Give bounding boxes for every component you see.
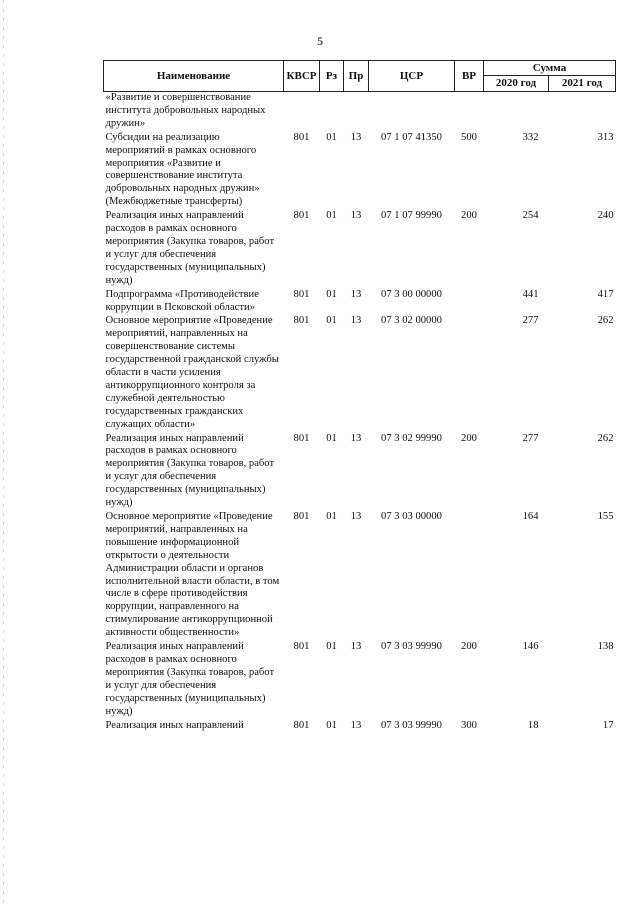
row-kvsr: 801 <box>293 315 310 327</box>
row-pr: 13 <box>350 432 362 444</box>
row-csr: 07 3 03 99990 <box>381 641 442 653</box>
row-vr: 200 <box>461 432 477 444</box>
row-vr: 500 <box>461 131 477 143</box>
row-csr: 07 3 00 00000 <box>381 288 442 300</box>
row-rz: 01 <box>326 432 337 444</box>
row-kvsr: 801 <box>293 719 310 731</box>
row-sum-2021: 313 <box>597 131 614 143</box>
row-name: Реализация иных направлений расходов в рамках основного мероприятия (Закупка товаров, работ и услуг для обеспечения государственных (муниципальных) нужд) <box>105 641 275 717</box>
row-name: Основное мероприятие «Проведение мероприятий, направленных на повышение информационной открытости о деятельности Администрации области и органов исполнительной власти области, в том числе в сфере противодействия коррупции, направленного на стимулирование антикоррупционной активности общественности» <box>105 511 280 639</box>
row-pr <box>344 92 369 132</box>
row-rz: 01 <box>326 131 337 143</box>
row-pr: 13 <box>350 131 362 143</box>
table-row <box>104 720 616 734</box>
row-sum-2021: 262 <box>597 315 614 327</box>
row-rz: 01 <box>326 511 337 522</box>
row-name: Реализация иных направлений <box>105 719 244 731</box>
table-header <box>104 61 616 92</box>
row-name: Реализация иных направлений расходов в рамках основного мероприятия (Закупка товаров, работ и услуг для обеспечения государственных (муниципальных) нужд) <box>105 432 275 509</box>
row-sum-2020: 332 <box>522 131 539 143</box>
row-sum-2021: 17 <box>602 719 614 731</box>
budget-table <box>103 60 616 733</box>
row-pr: 13 <box>350 315 362 327</box>
row-sum-2020: 441 <box>522 288 539 300</box>
row-sum-2020: 146 <box>522 641 539 653</box>
row-name: Субсидии на реализацию мероприятий в рамках основного мероприятия «Развитие и совершенствование института добровольных народных дружин» (Межбюджетные трансферты) <box>105 131 260 208</box>
row-sum-2021: 240 <box>597 210 614 222</box>
row-sum-2021: 417 <box>597 288 614 300</box>
header-2021: 2021 год <box>549 76 616 92</box>
row-sum-2020 <box>484 92 549 132</box>
header-sum: Сумма <box>484 61 616 76</box>
row-kvsr: 801 <box>293 210 310 222</box>
row-rz: 01 <box>326 641 337 653</box>
row-sum-2020: 277 <box>522 315 539 327</box>
row-name: Реализация иных направлений расходов в рамках основного мероприятия (Закупка товаров, работ и услуг для обеспечения государственных (муниципальных) нужд) <box>105 210 275 286</box>
header-pr: Пр <box>344 61 369 92</box>
row-vr: 200 <box>461 210 477 222</box>
row-rz: 01 <box>326 288 337 300</box>
row-kvsr <box>284 92 320 132</box>
row-kvsr: 801 <box>293 511 310 522</box>
row-sum-2020: 18 <box>527 719 539 731</box>
row-kvsr: 801 <box>293 288 310 300</box>
row-vr <box>455 92 484 132</box>
row-sum-2020: 254 <box>522 210 539 222</box>
table-row <box>104 511 616 641</box>
row-kvsr: 801 <box>293 432 310 444</box>
row-vr <box>455 289 484 316</box>
row-sum-2021: 138 <box>597 641 614 653</box>
header-kvsr: КВСР <box>284 61 320 92</box>
header-2020: 2020 год <box>484 76 549 92</box>
row-name: «Развитие и совершенствование института добровольных народных дружин» <box>105 92 266 129</box>
row-sum-2021: 155 <box>597 511 614 522</box>
row-name: Основное мероприятие «Проведение мероприятий, направленных на совершенствование системы государственной гражданской службы области в части усиления антикоррупционного контроля за служебной деятельностью государственных гражданских служащих области» <box>105 315 279 430</box>
row-rz: 01 <box>326 719 337 731</box>
table-row <box>104 289 616 316</box>
header-csr: ЦСР <box>369 61 455 92</box>
row-sum-2020: 164 <box>522 511 539 522</box>
row-sum-2021: 262 <box>597 432 614 444</box>
table-row <box>104 315 616 432</box>
row-rz: 01 <box>326 210 337 222</box>
row-pr: 13 <box>350 210 362 222</box>
row-sum-2020: 277 <box>522 432 539 444</box>
row-csr: 07 3 02 00000 <box>381 315 442 327</box>
table-row <box>104 433 616 511</box>
table-row <box>104 92 616 132</box>
row-csr: 07 1 07 99990 <box>381 210 442 222</box>
row-pr: 13 <box>350 719 362 731</box>
row-name: Подпрограмма «Противодействие коррупции в Псковской области» <box>105 288 259 313</box>
row-pr: 13 <box>350 288 362 300</box>
row-kvsr: 801 <box>293 131 310 143</box>
page-number: 5 <box>317 34 323 48</box>
scan-edge-artifact <box>3 0 4 905</box>
table-row <box>104 641 616 719</box>
row-csr <box>369 92 455 132</box>
row-rz: 01 <box>326 315 337 327</box>
row-kvsr: 801 <box>293 641 310 653</box>
table-row <box>104 210 616 288</box>
row-pr: 13 <box>350 641 362 653</box>
header-vr: ВР <box>455 61 484 92</box>
table-row <box>104 132 616 210</box>
row-csr: 07 3 03 99990 <box>381 719 442 731</box>
row-vr: 300 <box>461 719 477 731</box>
row-rz <box>320 92 344 132</box>
row-csr: 07 1 07 41350 <box>381 131 442 143</box>
header-name: Наименование <box>104 61 284 92</box>
row-vr <box>455 315 484 432</box>
row-pr: 13 <box>350 511 362 522</box>
row-sum-2021 <box>549 92 616 132</box>
row-vr: 200 <box>461 641 477 653</box>
row-vr <box>455 511 484 641</box>
row-csr: 07 3 02 99990 <box>381 432 442 444</box>
row-csr: 07 3 03 00000 <box>381 511 442 522</box>
header-rz: Рз <box>320 61 344 92</box>
